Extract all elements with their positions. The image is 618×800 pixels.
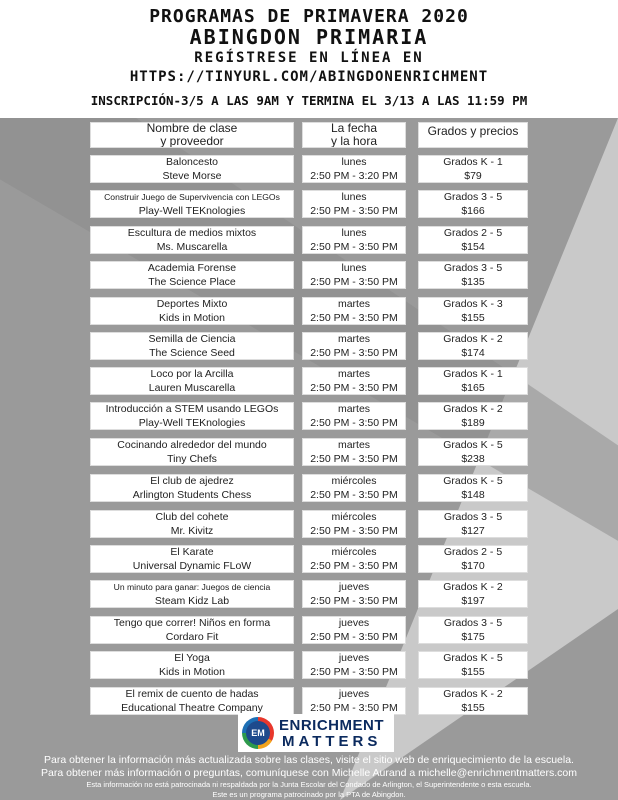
cell-line-1: martes bbox=[337, 368, 371, 380]
cell-line-2: Play-Well TEKnologies bbox=[138, 205, 246, 217]
header-class-name-line1: Nombre de clase bbox=[146, 122, 238, 135]
cell-line-2: $79 bbox=[464, 170, 482, 182]
logo-text-enrichment: ENRICHMENT bbox=[279, 717, 384, 734]
cell-line-2: Educational Theatre Company bbox=[121, 702, 263, 714]
table-cell-class bbox=[90, 367, 294, 395]
footer-disclaimer: Esta información no está patrocinada ni respaldada por la Junta Escolar del Condado de Arlington, el Superintendente o esta escuela. bbox=[86, 780, 532, 789]
cell-line-1: miércoles bbox=[331, 511, 377, 523]
cell-line-1: Grados K - 2 bbox=[443, 403, 503, 415]
cell-line-1: El club de ajedrez bbox=[150, 475, 234, 487]
table-cell-grades bbox=[418, 402, 528, 430]
cell-line-2: $197 bbox=[461, 595, 485, 607]
registration-dates: INSCRIPCIÓN-3/5 A LAS 9AM Y TERMINA EL 3/13 A LAS 11:59 PM bbox=[90, 93, 528, 108]
cell-line-2: 2:50 PM - 3:20 PM bbox=[310, 170, 398, 182]
table-cell-schedule bbox=[302, 261, 406, 289]
table-cell-grades bbox=[418, 580, 528, 608]
cell-line-2: $170 bbox=[461, 560, 485, 572]
cell-line-2: $166 bbox=[461, 205, 485, 217]
cell-line-1: Baloncesto bbox=[166, 156, 218, 168]
cell-line-1: martes bbox=[337, 403, 371, 415]
header-date-time-line1: La fecha bbox=[330, 122, 378, 135]
table-cell-schedule bbox=[302, 545, 406, 573]
cell-line-1: Grados K - 3 bbox=[443, 298, 503, 310]
table-cell-grades bbox=[418, 297, 528, 325]
cell-line-1: lunes bbox=[341, 262, 367, 274]
cell-line-2: Play-Well TEKnologies bbox=[138, 417, 246, 429]
cell-line-2: Tiny Chefs bbox=[167, 453, 217, 465]
table-cell-class bbox=[90, 687, 294, 715]
table-cell-schedule bbox=[302, 510, 406, 538]
cell-line-1: Grados K - 5 bbox=[443, 475, 503, 487]
cell-line-2: $155 bbox=[461, 702, 485, 714]
cell-line-2: Kids in Motion bbox=[159, 666, 225, 678]
table-cell-grades bbox=[418, 367, 528, 395]
table-cell-class bbox=[90, 616, 294, 644]
table-cell-schedule bbox=[302, 402, 406, 430]
cell-line-2: Steam Kidz Lab bbox=[154, 595, 230, 607]
table-cell-class bbox=[90, 297, 294, 325]
table-cell-grades bbox=[418, 474, 528, 502]
cell-line-1: Semilla de Ciencia bbox=[148, 333, 236, 345]
table-cell-schedule bbox=[302, 651, 406, 679]
cell-line-1: miércoles bbox=[331, 475, 377, 487]
table-cell-grades bbox=[418, 190, 528, 218]
table-cell-class bbox=[90, 580, 294, 608]
table-cell-grades bbox=[418, 510, 528, 538]
cell-line-1: lunes bbox=[341, 227, 367, 239]
footer-line-updates: Para obtener la información más actualizada sobre las clases, visite el sitio web de enriquecimiento de la escuela. bbox=[44, 754, 574, 766]
cell-line-1: Academia Forense bbox=[147, 262, 237, 274]
cell-line-1: Deportes Mixto bbox=[156, 298, 228, 310]
cell-line-1: Cocinando alrededor del mundo bbox=[117, 439, 267, 451]
table-cell-schedule bbox=[302, 190, 406, 218]
cell-line-1: jueves bbox=[338, 652, 370, 664]
cell-line-2: Ms. Muscarella bbox=[156, 241, 228, 253]
register-online-label: REGÍSTRESE EN LÍNEA EN bbox=[194, 50, 424, 66]
cell-line-1: Introducción a STEM usando LEGOs bbox=[105, 403, 279, 415]
table-cell-class bbox=[90, 474, 294, 502]
enrichment-matters-logo bbox=[238, 714, 394, 752]
cell-line-2: $238 bbox=[461, 453, 485, 465]
header-grades-prices bbox=[418, 122, 528, 148]
header-date-time-line2: y la hora bbox=[330, 134, 378, 148]
logo-text-matters: MATTERS bbox=[282, 733, 382, 750]
cell-line-1: El Karate bbox=[170, 546, 214, 558]
cell-line-2: Arlington Students Chess bbox=[132, 489, 252, 501]
table-cell-schedule bbox=[302, 297, 406, 325]
cell-line-2: $154 bbox=[461, 241, 485, 253]
cell-line-2: $165 bbox=[461, 382, 485, 394]
cell-line-2: Kids in Motion bbox=[159, 312, 225, 324]
header-date-time bbox=[302, 122, 406, 148]
cell-line-1: jueves bbox=[338, 617, 370, 629]
cell-line-2: Steve Morse bbox=[162, 170, 222, 182]
cell-line-1: martes bbox=[337, 298, 371, 310]
cell-line-2: $174 bbox=[461, 347, 485, 359]
cell-line-1: martes bbox=[337, 439, 371, 451]
flyer-header bbox=[0, 0, 618, 118]
table-cell-class bbox=[90, 651, 294, 679]
cell-line-2: Cordaro Fit bbox=[165, 631, 219, 643]
cell-line-1: jueves bbox=[338, 688, 370, 700]
cell-line-2: $135 bbox=[461, 276, 485, 288]
table-cell-grades bbox=[418, 155, 528, 183]
table-cell-schedule bbox=[302, 226, 406, 254]
cell-line-1: El Yoga bbox=[174, 652, 210, 664]
table-cell-grades bbox=[418, 545, 528, 573]
cell-line-1: Grados K - 5 bbox=[443, 439, 503, 451]
table-cell-class bbox=[90, 438, 294, 466]
cell-line-2: 2:50 PM - 3:50 PM bbox=[310, 312, 398, 324]
table-cell-grades bbox=[418, 616, 528, 644]
cell-line-1: Construir Juego de Supervivencia con LEGOs bbox=[104, 192, 280, 202]
cell-line-2: $155 bbox=[461, 666, 485, 678]
cell-line-2: 2:50 PM - 3:50 PM bbox=[310, 702, 398, 714]
table-cell-grades bbox=[418, 438, 528, 466]
cell-line-2: 2:50 PM - 3:50 PM bbox=[310, 525, 398, 537]
table-cell-schedule bbox=[302, 367, 406, 395]
table-cell-schedule bbox=[302, 580, 406, 608]
cell-line-1: jueves bbox=[338, 581, 370, 593]
cell-line-1: Club del cohete bbox=[155, 511, 229, 523]
table-cell-class bbox=[90, 545, 294, 573]
cell-line-2: 2:50 PM - 3:50 PM bbox=[310, 276, 398, 288]
cell-line-2: $189 bbox=[461, 417, 485, 429]
table-cell-class bbox=[90, 510, 294, 538]
header-class-name-line2: y proveedor bbox=[160, 134, 224, 148]
program-title: PROGRAMAS DE PRIMAVERA 2020 bbox=[149, 6, 469, 27]
cell-line-2: 2:50 PM - 3:50 PM bbox=[310, 205, 398, 217]
table-cell-schedule bbox=[302, 332, 406, 360]
cell-line-2: The Science Place bbox=[148, 276, 236, 288]
table-cell-schedule bbox=[302, 474, 406, 502]
table-cell-grades bbox=[418, 226, 528, 254]
cell-line-2: 2:50 PM - 3:50 PM bbox=[310, 347, 398, 359]
cell-line-2: $155 bbox=[461, 312, 485, 324]
cell-line-1: Grados 3 - 5 bbox=[443, 191, 503, 203]
cell-line-1: martes bbox=[337, 333, 371, 345]
table-cell-class bbox=[90, 190, 294, 218]
table-cell-schedule bbox=[302, 687, 406, 715]
table-cell-class bbox=[90, 402, 294, 430]
footer-line-contact: Para obtener más información o preguntas, comuníquese con Michelle Aurand a michelle@enrichmentmatters.com bbox=[41, 767, 577, 779]
table-cell-schedule bbox=[302, 155, 406, 183]
table-cell-grades bbox=[418, 261, 528, 289]
cell-line-1: Loco por la Arcilla bbox=[150, 368, 234, 380]
table-cell-grades bbox=[418, 332, 528, 360]
cell-line-2: 2:50 PM - 3:50 PM bbox=[310, 489, 398, 501]
cell-line-2: 2:50 PM - 3:50 PM bbox=[310, 595, 398, 607]
registration-url[interactable]: HTTPS://TINYURL.COM/ABINGDONENRICHMENT bbox=[129, 69, 489, 85]
cell-line-2: 2:50 PM - 3:50 PM bbox=[310, 666, 398, 678]
cell-line-1: Grados K - 2 bbox=[443, 333, 503, 345]
cell-line-1: Grados K - 5 bbox=[443, 652, 503, 664]
table-cell-class bbox=[90, 155, 294, 183]
cell-line-1: Grados K - 2 bbox=[443, 581, 503, 593]
table-cell-class bbox=[90, 226, 294, 254]
school-name: ABINGDON PRIMARIA bbox=[189, 25, 429, 49]
cell-line-2: 2:50 PM - 3:50 PM bbox=[310, 417, 398, 429]
table-cell-class bbox=[90, 261, 294, 289]
logo-mark: EM bbox=[246, 721, 270, 745]
cell-line-2: Mr. Kivitz bbox=[170, 525, 214, 537]
cell-line-1: miércoles bbox=[331, 546, 377, 558]
cell-line-1: Escultura de medios mixtos bbox=[127, 227, 257, 239]
cell-line-1: Grados 3 - 5 bbox=[443, 511, 503, 523]
cell-line-2: 2:50 PM - 3:50 PM bbox=[310, 241, 398, 253]
cell-line-2: $175 bbox=[461, 631, 485, 643]
cell-line-1: Tengo que correr! Niños en forma bbox=[113, 617, 271, 629]
cell-line-2: 2:50 PM - 3:50 PM bbox=[310, 382, 398, 394]
cell-line-2: 2:50 PM - 3:50 PM bbox=[310, 631, 398, 643]
cell-line-2: Universal Dynamic FLoW bbox=[132, 560, 252, 572]
table-cell-schedule bbox=[302, 438, 406, 466]
cell-line-1: Grados K - 2 bbox=[443, 688, 503, 700]
cell-line-1: lunes bbox=[341, 191, 367, 203]
cell-line-1: Grados 2 - 5 bbox=[443, 546, 503, 558]
cell-line-1: El remix de cuento de hadas bbox=[125, 688, 259, 700]
cell-line-2: The Science Seed bbox=[149, 347, 235, 359]
header-grades-prices-label: Grados y precios bbox=[427, 124, 519, 138]
cell-line-2: 2:50 PM - 3:50 PM bbox=[310, 453, 398, 465]
cell-line-1: Grados 3 - 5 bbox=[443, 617, 503, 629]
cell-line-1: Grados 3 - 5 bbox=[443, 262, 503, 274]
cell-line-1: lunes bbox=[341, 156, 367, 168]
table-cell-class bbox=[90, 332, 294, 360]
cell-line-1: Grados K - 1 bbox=[443, 156, 503, 168]
cell-line-2: Lauren Muscarella bbox=[148, 382, 236, 394]
cell-line-1: Un minuto para ganar: Juegos de ciencia bbox=[113, 582, 271, 592]
cell-line-1: Grados K - 1 bbox=[443, 368, 503, 380]
cell-line-2: $148 bbox=[461, 489, 485, 501]
header-class-name bbox=[90, 122, 294, 148]
table-cell-schedule bbox=[302, 616, 406, 644]
cell-line-2: 2:50 PM - 3:50 PM bbox=[310, 560, 398, 572]
table-cell-grades bbox=[418, 651, 528, 679]
table-cell-grades bbox=[418, 687, 528, 715]
cell-line-2: $127 bbox=[461, 525, 485, 537]
cell-line-1: Grados 2 - 5 bbox=[443, 227, 503, 239]
footer-pta-note: Este es un programa patrocinado por la PTA de Abingdon. bbox=[212, 790, 406, 799]
